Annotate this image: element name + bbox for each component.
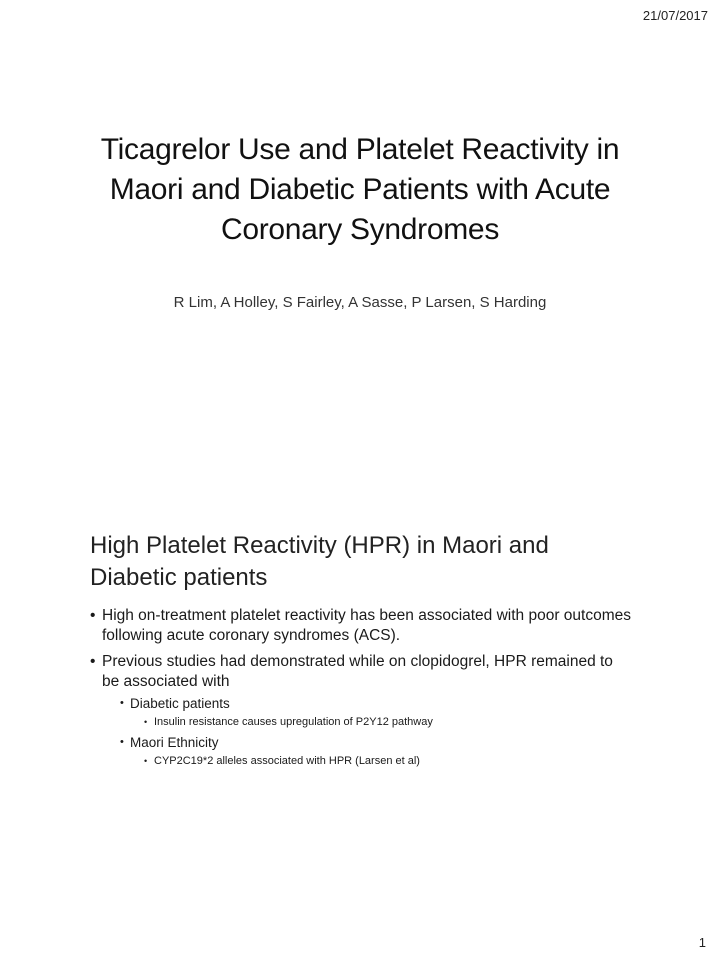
sub-bullet-item (120, 733, 632, 770)
sub-bullet-text: Diabetic patients (130, 696, 230, 711)
sub-bullet-text: Maori Ethnicity (130, 735, 219, 750)
print-date: 21/07/2017 (642, 8, 708, 23)
presentation-title: Ticagrelor Use and Platelet Reactivity in Maori and Diabetic Patients with Acute Coronary Syndromes (100, 133, 620, 246)
sub-sub-bullet-item: • CYP2C19*2 alleles associated with HPR (Larsen et al) (144, 753, 632, 770)
bullet-item (90, 652, 632, 770)
sub-sub-bullet-list (144, 753, 632, 770)
sub-bullet-item (120, 694, 632, 731)
page-number: 1 (698, 935, 706, 950)
sub-sub-bullet-list (144, 714, 632, 731)
slide-heading: High Platelet Reactivity (HPR) in Maori and Diabetic patients (90, 532, 549, 591)
bullet-item (90, 606, 632, 646)
bullet-text: Previous studies had demonstrated while on clopidogrel, HPR remained to be associated with (102, 653, 613, 690)
bullet-list (90, 606, 690, 770)
sub-bullet-list (120, 694, 632, 770)
bullet-text: High on-treatment platelet reactivity has been associated with poor outcomes following acute coronary syndromes (ACS). (102, 607, 632, 644)
title-slide (0, 130, 720, 311)
sub-sub-bullet-item: • Insulin resistance causes upregulation of P2Y12 pathway (144, 714, 632, 731)
content-slide (0, 530, 690, 776)
author-list: R Lim, A Holley, S Fairley, A Sasse, P Larsen, S Harding (173, 294, 547, 311)
